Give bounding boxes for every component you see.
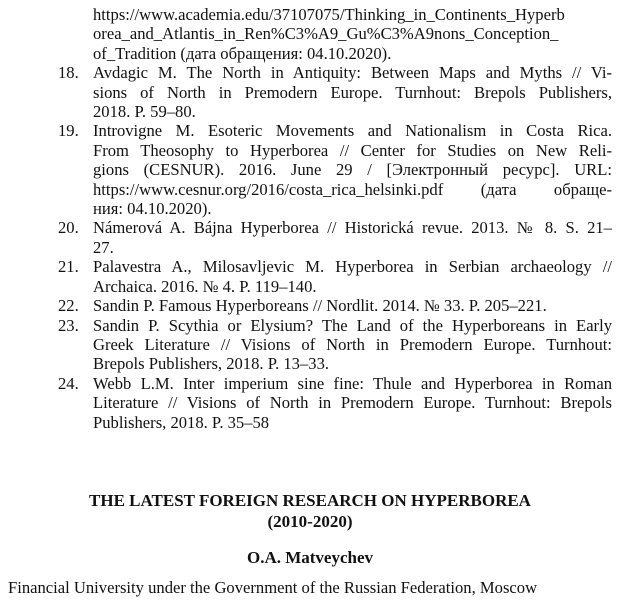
- reference-number: 18.: [58, 63, 79, 83]
- reference-line: gions (CESNUR). 2016. June 29 / [Электронный ресурс]. URL:: [93, 160, 612, 180]
- reference-text: [93, 257, 612, 296]
- reference-text: [93, 63, 612, 121]
- reference-line: Publishers, 2018. P. 35–58: [93, 412, 270, 432]
- reference-text: [93, 5, 612, 63]
- reference-line: Archaica. 2016. № 4. P. 119–140.: [93, 276, 317, 296]
- reference-item-22: [0, 296, 620, 315]
- reference-text: [93, 218, 612, 257]
- article-title-line: THE LATEST FOREIGN RESEARCH ON HYPERBOREA: [89, 491, 531, 510]
- reference-number: 23.: [58, 315, 79, 335]
- reference-line: ния: 04.10.2020).: [93, 199, 212, 219]
- reference-line: https://www.cesnur.org/2016/costa_rica_helsinki.pdf (дата обраще-: [93, 179, 612, 199]
- reference-number: 24.: [58, 373, 79, 393]
- author-affiliation: Financial University under the Government of the Russian Federation, Moscow: [8, 578, 538, 597]
- reference-text: [93, 316, 612, 374]
- article-title: [0, 490, 620, 532]
- reference-item-21: [0, 257, 620, 296]
- reference-line: of_Tradition (дата обращения: 04.10.2020).: [93, 43, 392, 63]
- reference-item-18: [0, 63, 620, 121]
- reference-line: Námerová A. Bájna Hyperborea // Historická revue. 2013. № 8. S. 21–: [93, 218, 612, 238]
- reference-line: Greek Literature // Visions of North in Premodern Europe. Turnhout:: [93, 334, 612, 354]
- reference-line: 2018. P. 59–80.: [93, 102, 196, 122]
- reference-item-24: [0, 374, 620, 432]
- reference-number: 21.: [58, 257, 79, 277]
- reference-line: Introvigne M. Esoteric Movements and Nationalism in Costa Rica.: [93, 121, 612, 141]
- reference-text: [93, 296, 612, 315]
- reference-number: 22.: [58, 296, 79, 316]
- reference-line: Sandin P. Famous Hyperboreans // Nordlit. 2014. № 33. P. 205–221.: [93, 296, 547, 316]
- reference-line: Literature // Visions of North in Premodern Europe. Turnhout: Brepols: [93, 393, 612, 413]
- reference-item-17-continued: [0, 5, 620, 63]
- reference-line: From Theosophy to Hyperborea // Center for Studies on New Reli-: [93, 140, 612, 160]
- reference-item-19: [0, 121, 620, 218]
- article-title-years: (2010-2020): [267, 512, 353, 531]
- reference-text: [93, 121, 612, 218]
- reference-line: 27.: [93, 237, 114, 257]
- reference-text: [93, 374, 612, 432]
- reference-line: https://www.academia.edu/37107075/Thinking_in_Continents_Hyperb: [93, 5, 565, 24]
- reference-line: Avdagic M. The North in Antiquity: Between Maps and Myths // Vi-: [93, 63, 612, 83]
- reference-line: sions of North in Premodern Europe. Turnhout: Brepols Publishers,: [93, 82, 612, 102]
- article-author: O.A. Matveychev: [246, 548, 374, 567]
- reference-line: Brepols Publishers, 2018. P. 13–33.: [93, 354, 330, 374]
- reference-line: Sandin P. Scythia or Elysium? The Land of the Hyperboreans in Early: [93, 315, 612, 335]
- reference-line: Palavestra A., Milosavljevic M. Hyperborea in Serbian archaeology //: [93, 257, 612, 277]
- reference-number: 20.: [58, 218, 79, 238]
- reference-item-20: [0, 218, 620, 257]
- reference-list: [0, 5, 620, 432]
- reference-number: 19.: [58, 121, 79, 141]
- reference-line: Webb L.M. Inter imperium sine fine: Thule and Hyperborea in Roman: [93, 373, 612, 393]
- reference-line: orea_and_Atlantis_in_Ren%C3%A9_Gu%C3%A9nons_Conception_: [93, 24, 559, 44]
- reference-item-23: [0, 316, 620, 374]
